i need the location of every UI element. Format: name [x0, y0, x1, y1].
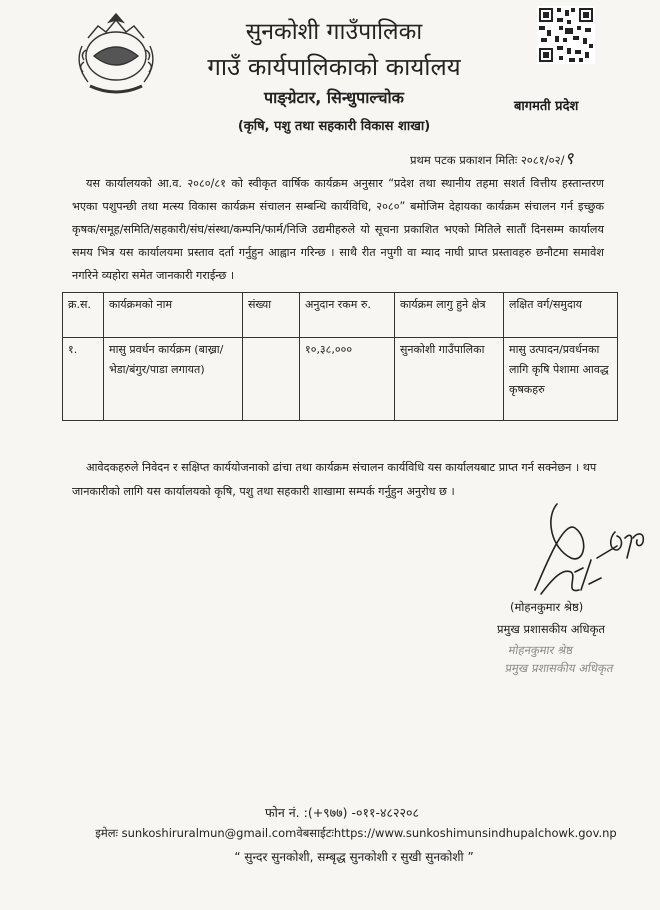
col-header-target-group: लक्षित वर्ग/समुदाय [504, 293, 618, 338]
website-label: वेबसाईटः [296, 826, 334, 840]
signer-name: (मोहनकुमार श्रेष्ठ) [510, 600, 584, 614]
stamp-title: प्रमुख प्रशासकीय अधिकृत [504, 661, 615, 675]
office-location: पाङ्ग्रेटार, सिन्धुपाल्चोक [264, 88, 404, 107]
cell-grant-amount: १०,३८,००० [300, 338, 395, 421]
email-link[interactable]: sunkoshiruralmun@gmail.com [121, 826, 297, 840]
stamp-name: मोहनकुमार श्रेष्ठ [507, 643, 575, 657]
col-header-serial: क्र.स. [63, 293, 104, 338]
footer-contact [26, 826, 660, 841]
signature-icon [505, 498, 655, 608]
program-table [62, 292, 618, 421]
table-header-row [63, 293, 618, 338]
cell-count [243, 338, 300, 421]
publication-date-label: प्रथम पटक प्रकाशन मितिः २०८१/०२/ [410, 153, 565, 167]
website-link[interactable]: https://www.sunkoshimunsindhupalchowk.gov.np [333, 826, 617, 840]
cell-area: सुनकोशी गाउँपालिका [395, 338, 504, 421]
cell-target-group: मासु उत्पादन/प्रवर्धनका लागि कृषि पेशामा आवद्ध कृषकहरु [504, 338, 618, 421]
col-header-program-name: कार्यक्रमको नाम [104, 293, 243, 338]
col-header-area: कार्यक्रम लागु हुने क्षेत्र [395, 293, 504, 338]
publication-date-day: ९ [564, 149, 574, 169]
municipality-name: सुनकोशी गाउँपालिका [245, 19, 423, 45]
province-name: बागमती प्रदेश [514, 99, 579, 114]
section-name: (कृषि, पशु तथा सहकारी विकास शाखा) [237, 119, 431, 134]
col-header-grant-amount: अनुदान रकम रु. [300, 293, 395, 338]
footer-motto: “ सुन्दर सुनकोशी, सम्बृद्ध सुनकोशी र सुखी सुनकोशी ” [234, 850, 474, 864]
publication-date [410, 146, 573, 169]
footer-phone: फोन नं. :(+९७७) -०११-४८२२०८ [264, 805, 420, 820]
table-row [63, 338, 618, 421]
closing-paragraph: आवेदकहरुले निवेदन र सक्षिप्त कार्ययोजनाको ढांचा तथा कार्यक्रम संचालन कार्यविधि यस कार्यालयबाट प्राप्त गर्न सक्नेछन । थप जानकारीको लागि यस कार्यालयको कृषि, पशु तथा सहकारी शाखामा सम्पर्क गर्नुहुन अनुरोध छ । [72, 461, 597, 498]
signer-title: प्रमुख प्रशासकीय अधिकृत [497, 622, 605, 636]
official-stamp [504, 641, 618, 677]
cell-serial: १. [63, 338, 104, 421]
email-label: इमेलः [95, 826, 118, 840]
office-name: गाउँ कार्यपालिकाको कार्यालय [207, 53, 461, 81]
notice-body: यस कार्यालयको आ.व. २०८०/८१ को स्वीकृत वार्षिक कार्यक्रम अनुसार “प्रदेश तथा स्थानीय तहमा सशर्त वित्तीय हस्तान्तरण भएका पशुपन्छी तथा मत्स्य विकास कार्यक्रम संचालन सम्बन्धि कार्यविधि, २०८०” बमोजिम देहायका कार्यक्रम संचालन गर्न इच्छुक कृषक/समूह/समिति/सहकारी/संघ/संस्था/कम्पनि/फार्म/निजि उद्यमीहरुले यो सूचना प्रकाशित भएको मितिले सातौं दिनसम्म कार्यालय समय भित्र यस कार्यालयमा प्रस्ताव दर्ता गर्नुहुन आह्वान गरिन्छ । साथै रीत नपुगी वा म्याद नाघी प्राप्त प्रस्तावहरु छनौटमा समावेश नगरिने व्यहोरा समेत जानकारी गराईन्छ । [72, 177, 604, 282]
cell-program-name: मासु प्रवर्धन कार्यक्रम (बाख्रा/भेडा/बंगुर/पाडा लगायत) [104, 338, 243, 421]
col-header-count: संख्या [243, 293, 300, 338]
